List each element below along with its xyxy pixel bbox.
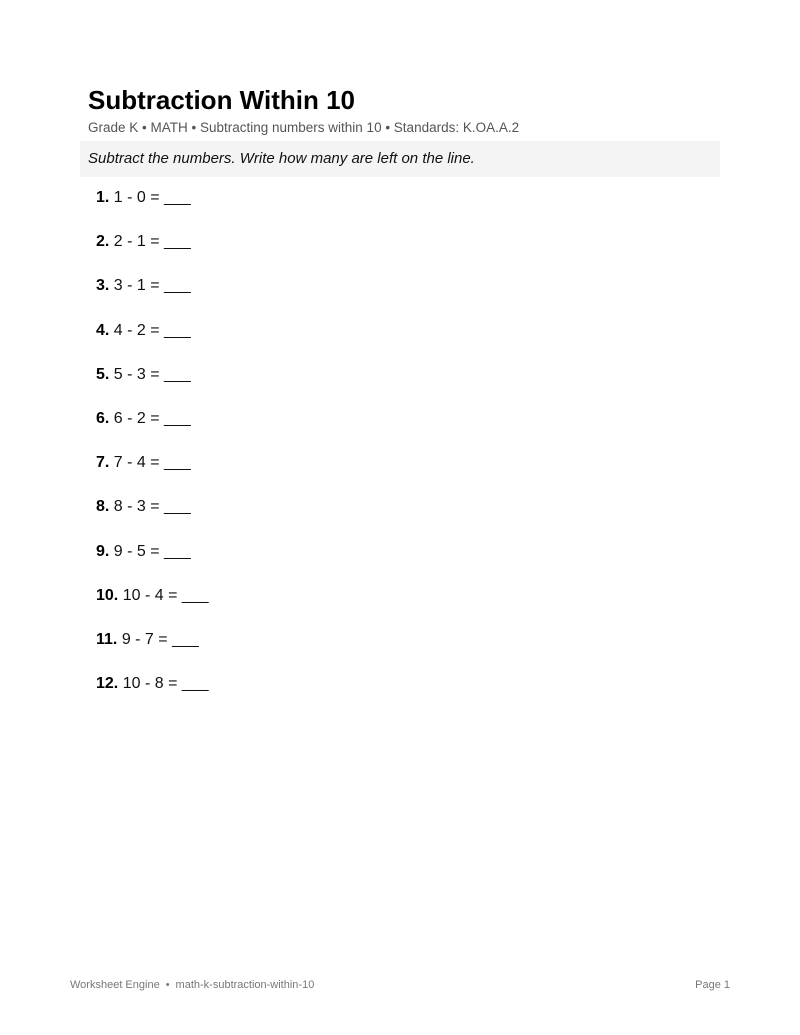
footer-separator: • xyxy=(165,979,170,991)
problem-expression: 10 - 8 = ___ xyxy=(122,675,209,693)
problem-expression: 9 - 5 = ___ xyxy=(113,542,191,560)
problem-expression: 7 - 4 = ___ xyxy=(113,454,191,472)
problem-number: 6. xyxy=(96,409,110,427)
footer-engine: Worksheet Engine xyxy=(70,979,160,991)
instructions-box: Subtract the numbers. Write how many are left on the line. xyxy=(80,141,720,177)
problem-number: 10. xyxy=(96,586,119,604)
problem-item xyxy=(96,630,209,674)
problem-number: 9. xyxy=(96,542,110,560)
problem-number: 12. xyxy=(96,675,119,693)
problem-number: 11. xyxy=(96,630,118,648)
problem-item xyxy=(96,453,209,497)
problem-expression: 10 - 4 = ___ xyxy=(122,586,209,604)
problem-number: 2. xyxy=(96,233,110,251)
problem-number: 8. xyxy=(96,498,110,516)
problem-number: 5. xyxy=(96,365,110,383)
problem-list xyxy=(96,188,209,718)
problem-expression: 8 - 3 = ___ xyxy=(113,498,191,516)
problem-expression: 3 - 1 = ___ xyxy=(113,277,191,295)
problem-item xyxy=(96,276,209,320)
problem-item xyxy=(96,188,209,232)
problem-expression: 4 - 2 = ___ xyxy=(113,321,191,339)
problem-expression: 6 - 2 = ___ xyxy=(113,409,191,427)
problem-item xyxy=(96,674,209,718)
problem-number: 1. xyxy=(96,189,110,206)
problem-expression: 9 - 7 = ___ xyxy=(121,630,199,648)
page-number: Page 1 xyxy=(695,979,730,991)
problem-number: 3. xyxy=(96,277,110,295)
problem-expression: 5 - 3 = ___ xyxy=(113,365,191,383)
problem-number: 4. xyxy=(96,321,110,339)
problem-item xyxy=(96,497,209,541)
footer-source xyxy=(70,978,314,992)
footer-slug: math-k-subtraction-within-10 xyxy=(175,979,315,991)
problem-item xyxy=(96,232,209,276)
worksheet-subtitle: Grade K • MATH • Subtracting numbers within 10 • Standards: K.OA.A.2 xyxy=(88,120,520,135)
problem-item xyxy=(96,365,209,409)
problem-number: 7. xyxy=(96,454,110,472)
problem-item xyxy=(96,321,209,365)
problem-item xyxy=(96,586,209,630)
problem-expression: 1 - 0 = ___ xyxy=(113,189,191,206)
problem-item xyxy=(96,409,209,453)
problem-expression: 2 - 1 = ___ xyxy=(113,233,191,251)
page-title: Subtraction Within 10 xyxy=(88,85,355,115)
problem-item xyxy=(96,542,209,586)
